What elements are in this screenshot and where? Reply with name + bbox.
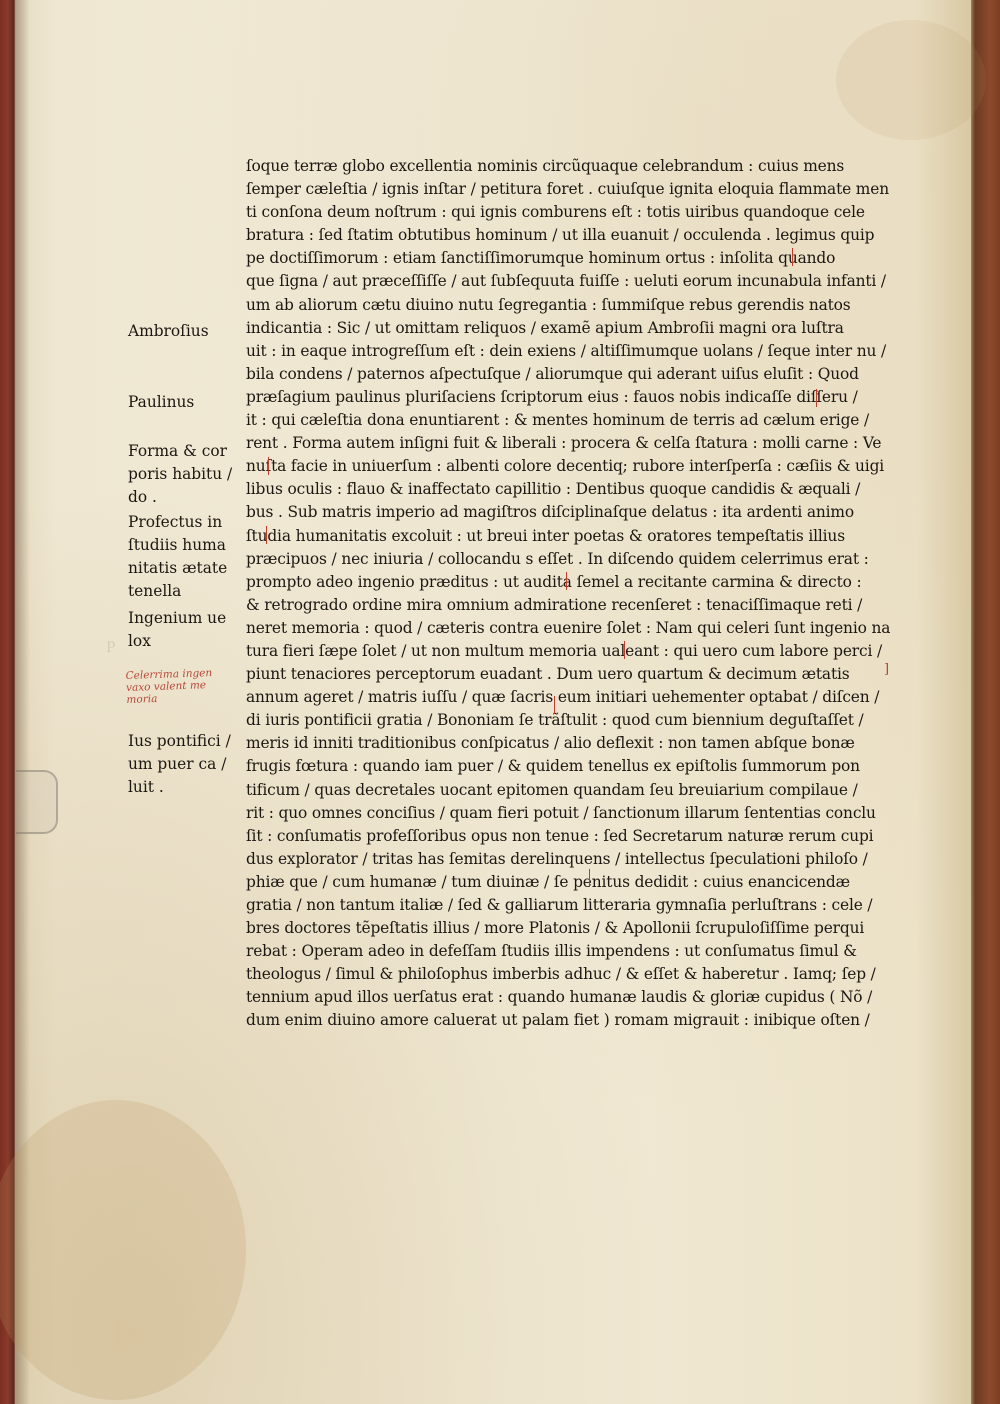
margin-note-line: nitatis ætate <box>128 559 228 577</box>
text-line: indicantia : Sic / ut omittam reliquos / examẽ apium Ambroſii magni ora luſtra <box>246 318 844 337</box>
rubric-mark <box>268 457 269 475</box>
text-line: uit : in eaque introgreſſum eſt : dein exiens / altiſſimumque uolans / ſeque inter nu / <box>246 341 887 360</box>
margin-note-line: Ius pontifici / <box>128 732 231 750</box>
text-line: prompto adeo ingenio præditus : ut audita ſemel a recitante carmina & directo : <box>246 572 862 591</box>
text-line: & retrogrado ordine mira omnium admiratione recenſeret : tenaciſſimaque reti / <box>246 595 863 614</box>
text-line: ſtudia humanitatis excoluit : ut breui inter poetas & oratores tempeſtatis illius <box>246 526 845 545</box>
margin-note-line: Ingenium ue <box>128 609 227 627</box>
text-line: rent . Forma autem inſigni fuit & liberali : procera & celſa ſtatura : molli carne : Ve <box>246 434 882 453</box>
text-line: dus explorator / tritas has ſemitas derelinquens / intellectus ſpeculationi philoſo / <box>246 849 868 868</box>
margin-note-line: tenella <box>128 582 182 600</box>
margin-note-line: Profectus in <box>128 513 223 531</box>
text-line: dum enim diuino amore caluerat ut palam fiet ) romam migrauit : inibique oſten / <box>246 1011 870 1030</box>
text-line: neret memoria : quod / cæteris contra euenire ſolet : Nam qui celeri ſunt ingenio na <box>246 618 891 637</box>
margin-note-ingenium <box>128 607 226 653</box>
rubric-mark <box>792 248 793 266</box>
rubric-mark <box>266 526 267 544</box>
text-line: annum ageret / matris iuſſu / quæ ſacris eum initiari uehementer optabat / diſcen / <box>246 688 880 707</box>
text-line: bila condens / paternos aſpectuſque / aliorumque qui aderant uiſus eluſit : Quod <box>246 364 859 383</box>
page-clip-mark <box>16 770 58 834</box>
text-line: pe doctiſſimorum : etiam ſanctiſſimorumque hominum ortus : inſolita quando <box>246 249 836 268</box>
margin-note-paulinus <box>128 391 194 414</box>
margin-note-profectus <box>128 511 227 603</box>
handwritten-line: vaxo valent me <box>125 679 207 695</box>
text-line: bratura : ſed ſtatim obtutibus hominum / ut illa euanuit / occulenda . legimus quip <box>246 226 875 245</box>
text-line: bres doctores tẽpeſtatis illius / more Platonis / & Apollonii ſcrupuloſiſſime perqui <box>246 919 865 938</box>
text-line: ti conſona deum noſtrum : qui ignis comburens eſt : totis uiribus quandoque cele <box>246 203 865 222</box>
rubric-mark <box>589 869 590 887</box>
text-line: tificum / quas decretales uocant epitomen quandam ſeu breuiarium compilaue / <box>246 780 858 799</box>
text-line: rit : quo omnes conciſius / quam fieri potuit / ſanctionum illarum ſententias conclu <box>246 803 876 822</box>
text-line: bus . Sub matris imperio ad magiſtros diſciplinaſque delatus : ita ardenti animo <box>246 503 854 522</box>
text-line: præcipuos / nec iniuria / collocandu s eſſet . In diſcendo quidem celerrimus erat : <box>246 549 869 568</box>
text-line: piunt tenaciores perceptorum euadant . Dum uero quartum & decimum ætatis <box>246 665 850 684</box>
rubric-mark <box>816 389 817 407</box>
handwritten-line: moria <box>126 692 158 706</box>
paper-stain <box>0 1100 246 1400</box>
margin-note-line: lox <box>128 632 151 650</box>
text-line: phiæ que / cum humanæ / tum diuinæ / ſe penitus dedidit : cuius enancicendæ <box>246 872 850 891</box>
rubric-mark <box>566 572 567 590</box>
margin-note-line: Paulinus <box>128 393 195 411</box>
book-page <box>16 0 971 1404</box>
margin-note-line: poris habitu / <box>128 465 233 483</box>
text-line: ſemper cæleſtia / ignis inſtar / petitura foret . cuiuſque ignita eloquia flammate men <box>246 180 889 199</box>
text-line: ſit : conſumatis profeſſoribus opus non tenue : ſed Secretarum naturæ rerum cupi <box>246 826 874 845</box>
margin-note-line: luit . <box>128 778 164 796</box>
text-line: um ab aliorum cætu diuino nutu ſegregantia : ſummiſque rebus gerendis natos <box>246 295 851 314</box>
margin-note-ambrosius <box>128 320 209 343</box>
show-through-text: P <box>106 640 116 656</box>
text-line: tura fieri ſæpe ſolet / ut non multum memoria ualeant : qui uero cum labore perci / <box>246 641 883 660</box>
text-line: ſoque terræ globo excellentia nominis circũquaque celebrandum : cuius mens <box>246 157 845 175</box>
text-line: que ſigna / aut præceſſiſſe / aut ſubſequuta fuiſſe : ueluti eorum incunabula infanti / <box>246 272 886 291</box>
text-line: theologus / ſimul & philoſophus imberbis adhuc / & eſſet & haberetur . Iamq; ſep / <box>246 965 876 984</box>
margin-note-forma <box>128 440 232 509</box>
text-line: di iuris pontificii gratia / Bononiam ſe trãſtulit : quod cum biennium deguſtaſſet / <box>246 711 864 730</box>
paper-stain <box>836 20 986 140</box>
rubric-mark <box>624 641 625 659</box>
handwritten-annotation <box>125 666 241 706</box>
text-line: libus oculis : flauo & inaffectato capillitio : Dentibus quoque candidis & æquali / <box>246 480 861 499</box>
text-line: it : qui cæleſtia dona enuntiarent : & mentes hominum de terris ad cælum erige / <box>246 411 870 430</box>
red-bracket-mark: ] <box>884 662 890 677</box>
text-line: gratia / non tantum italiæ / ſed & galliarum litteraria gymnaſia perluſtrans : cele / <box>246 896 873 914</box>
main-text-block <box>246 155 906 1033</box>
rubric-mark <box>554 696 555 714</box>
handwritten-line: Celerrima ingen <box>125 666 213 683</box>
text-line: tennium apud illos uerſatus erat : quando humanæ laudis & gloriæ cupidus ( Nõ / <box>246 988 873 1007</box>
margin-note-line: ſtudiis huma <box>128 536 226 554</box>
text-line: nuſta facie in uniuerſum : albenti colore decentiq; rubore interſperſa : cæſiis & uigi <box>246 457 885 476</box>
margin-note-line: Ambroſius <box>128 322 209 340</box>
margin-note-ius <box>128 730 231 799</box>
text-line: frugis fœtura : quando iam puer / & quidem tenellus ex epiſtolis ſummorum pon <box>246 757 860 776</box>
text-line: rebat : Operam adeo in defeſſam ſtudiis illis impendens : ut conſumatus ſimul & <box>246 942 857 961</box>
text-line: meris id inniti traditionibus conſpicatus / alio deflexit : non tamen abſque bonæ <box>246 734 855 753</box>
text-line: præſagium paulinus pluriſaciens ſcriptorum eius : fauos nobis indicaſſe diſſeru / <box>246 387 858 406</box>
margin-note-line: um puer ca / <box>128 755 227 773</box>
margin-note-line: do . <box>128 488 157 506</box>
margin-note-line: Forma & cor <box>128 442 227 460</box>
